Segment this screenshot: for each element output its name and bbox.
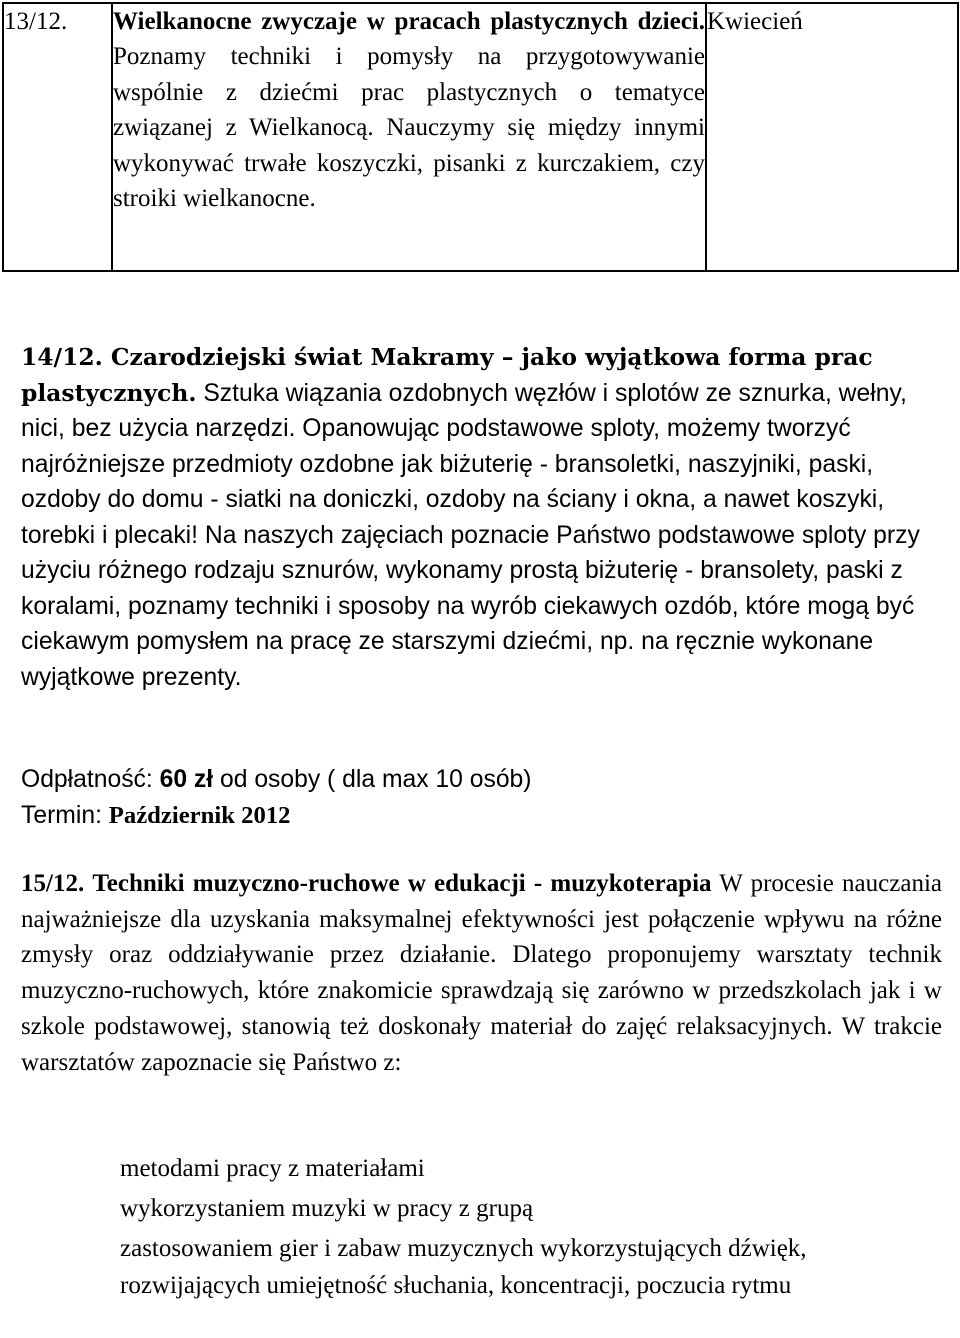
section-15-muzykoterapia: [21, 866, 942, 1080]
term-label: Termin:: [21, 802, 102, 829]
course-table-row-13: [2, 2, 959, 272]
term-value: Październik 2012: [108, 802, 291, 829]
section-14-fee-block: [21, 762, 926, 834]
course-description-cell: [112, 3, 706, 271]
term-line: [21, 798, 926, 834]
fee-value: 60 zł: [159, 766, 214, 793]
course-description: Poznamy techniki i pomysły na przygotowywanie wspólnie z dziećmi prac plastycznych o tematyce związanej z Wielkanocą. Nauczymy się między innymi wykonywać trwałe koszyczki, pisanki z kurczakiem, czy stroiki wielkanocne.: [113, 43, 705, 213]
list-item-text: zastosowaniem gier i zabaw muzycznych wykorzystujących dźwięk, rozwijających umiejętność słuchania, koncentracji, poczucia rytmu: [120, 1235, 807, 1299]
list-item-text: metodami pracy z materiałami: [120, 1155, 425, 1182]
list-item: [21, 1190, 926, 1227]
section-15-body: W procesie nauczania najważniejsze dla uzyskania maksymalnej efektywności jest połączenie wpływu na różne zmysły oraz oddziaływanie przez działanie. Dlatego proponujemy warsztaty technik muzyczno-ruchowych, które znakomicie sprawdzają się zarówno w przedszkolach jak i w szkole podstawowej, stanowią też doskonały materiał do zajęć relaksacyjnych. W trakcie warsztatów zapoznacie się Państwo z:: [21, 870, 942, 1076]
section-14-body: Sztuka wiązania ozdobnych węzłów i splotów ze sznurka, wełny, nici, bez użycia narzędzi. Opanowując podstawowe sploty, możemy tworzyć najróżniejsze przedmioty ozdobne jak biżuterię - bransoletki, naszyjniki, paski, ozdoby do domu - siatki na doniczki, ozdoby na ściany i okna, a nawet koszyki, torebki i plecaki! Na naszych zajęciach poznacie Państwo podstawowe sploty przy użyciu różnego rodzaju sznurów, wykonamy prostą biżuterię - bransolety, paski z koralami, poznamy techniki i sposoby na wyrób ciekawych ozdób, które mogą być ciekawym pomysłem na pracę ze starszymi dziećmi, np. na ręcznie wykonane wyjątkowe prezenty.: [21, 379, 920, 691]
list-item: [21, 1230, 926, 1304]
fee-line: [21, 762, 926, 798]
section-15-number: 15/12.: [21, 870, 85, 897]
section-15-heading: Techniki muzyczno-ruchowe w edukacji - muzykoterapia: [92, 870, 712, 897]
course-month: Kwiecień: [707, 8, 803, 35]
course-number-cell: [3, 3, 112, 271]
section-15-bullet-list: [21, 1150, 926, 1307]
section-14-makrama: [21, 340, 926, 695]
course-month-cell: [706, 3, 958, 271]
course-title: Wielkanocne zwyczaje w pracach plastycznych dzieci.: [113, 8, 705, 35]
fee-label: Odpłatność:: [21, 766, 153, 793]
section-14-heading: 14/12. Czarodziejski świat Makramy – jako wyjątkowa forma prac plastycznych.: [21, 343, 873, 407]
list-item-text: wykorzystaniem muzyki w pracy z grupą: [120, 1195, 534, 1222]
fee-details: od osoby ( dla max 10 osób): [220, 766, 532, 793]
list-item: [21, 1150, 926, 1187]
course-number: 13/12.: [4, 8, 68, 35]
